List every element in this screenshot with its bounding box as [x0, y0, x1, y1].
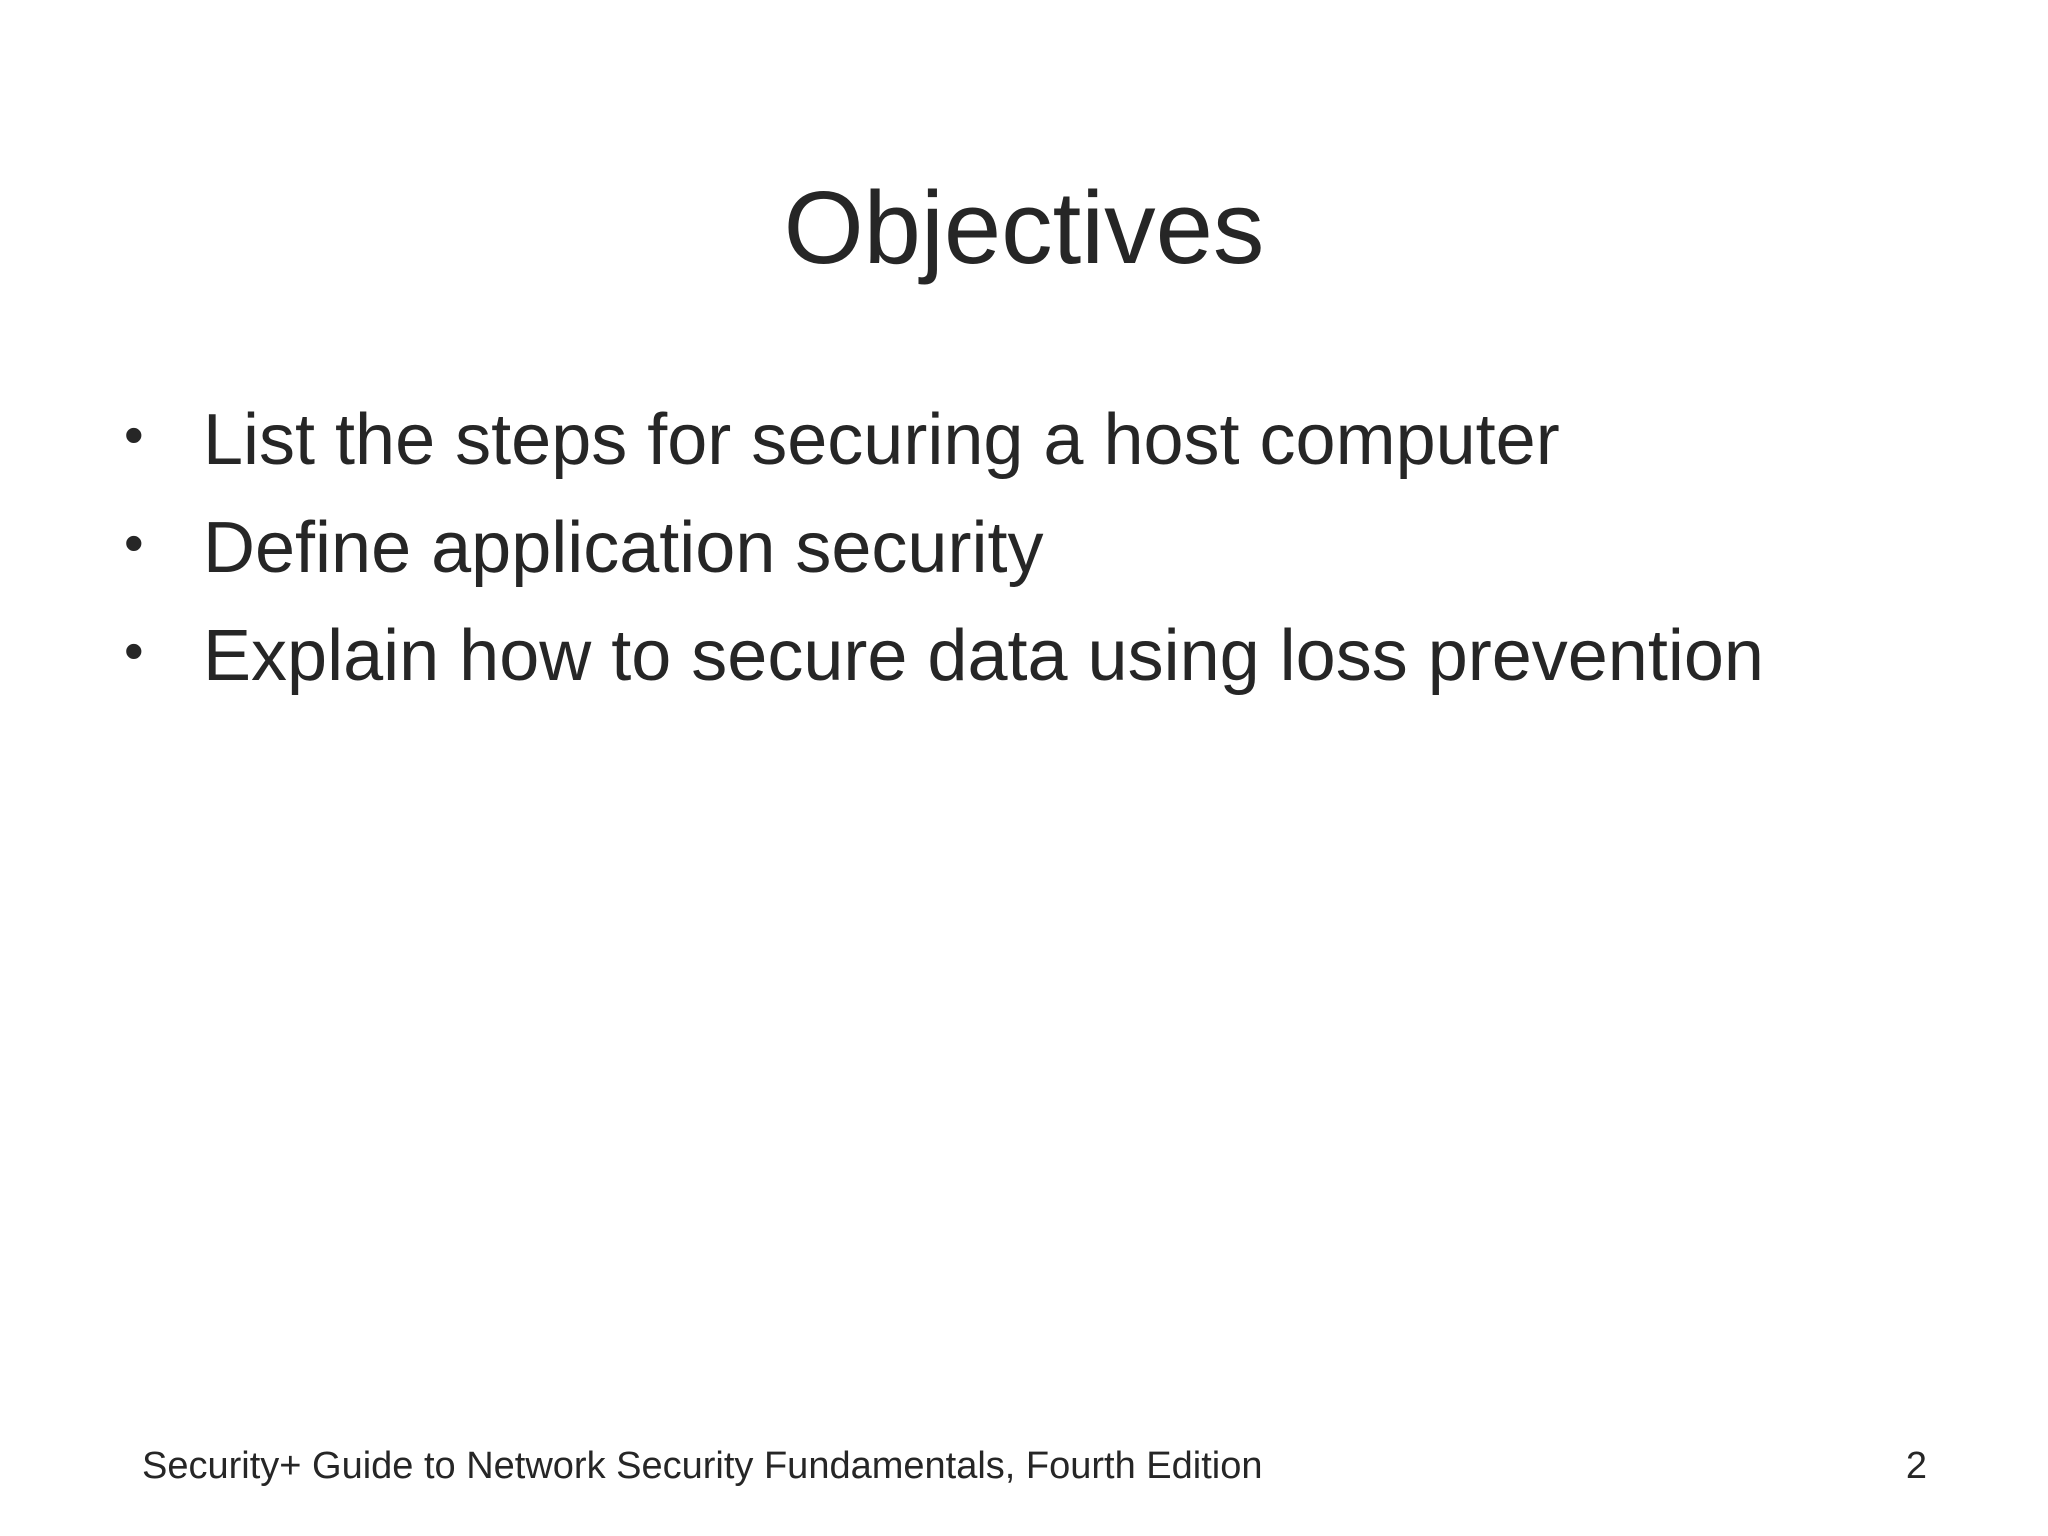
page-number: 2: [1905, 1445, 1927, 1487]
list-item: [0, 503, 2048, 611]
bullet-text: Define application security: [203, 508, 1044, 588]
bullet-icon: •: [124, 403, 144, 466]
list-item: [0, 395, 2048, 503]
bullet-icon: •: [124, 511, 144, 574]
bullet-icon: •: [124, 619, 144, 682]
slide-title: Objectives: [783, 170, 1265, 285]
bullet-text: List the steps for securing a host computer: [203, 400, 1560, 480]
list-item: [0, 611, 2048, 719]
objectives-list: [0, 395, 2048, 719]
slide-footer: Security+ Guide to Network Security Fundamentals, Fourth Edition: [142, 1445, 1263, 1487]
bullet-text: Explain how to secure data using loss prevention: [203, 616, 1764, 696]
